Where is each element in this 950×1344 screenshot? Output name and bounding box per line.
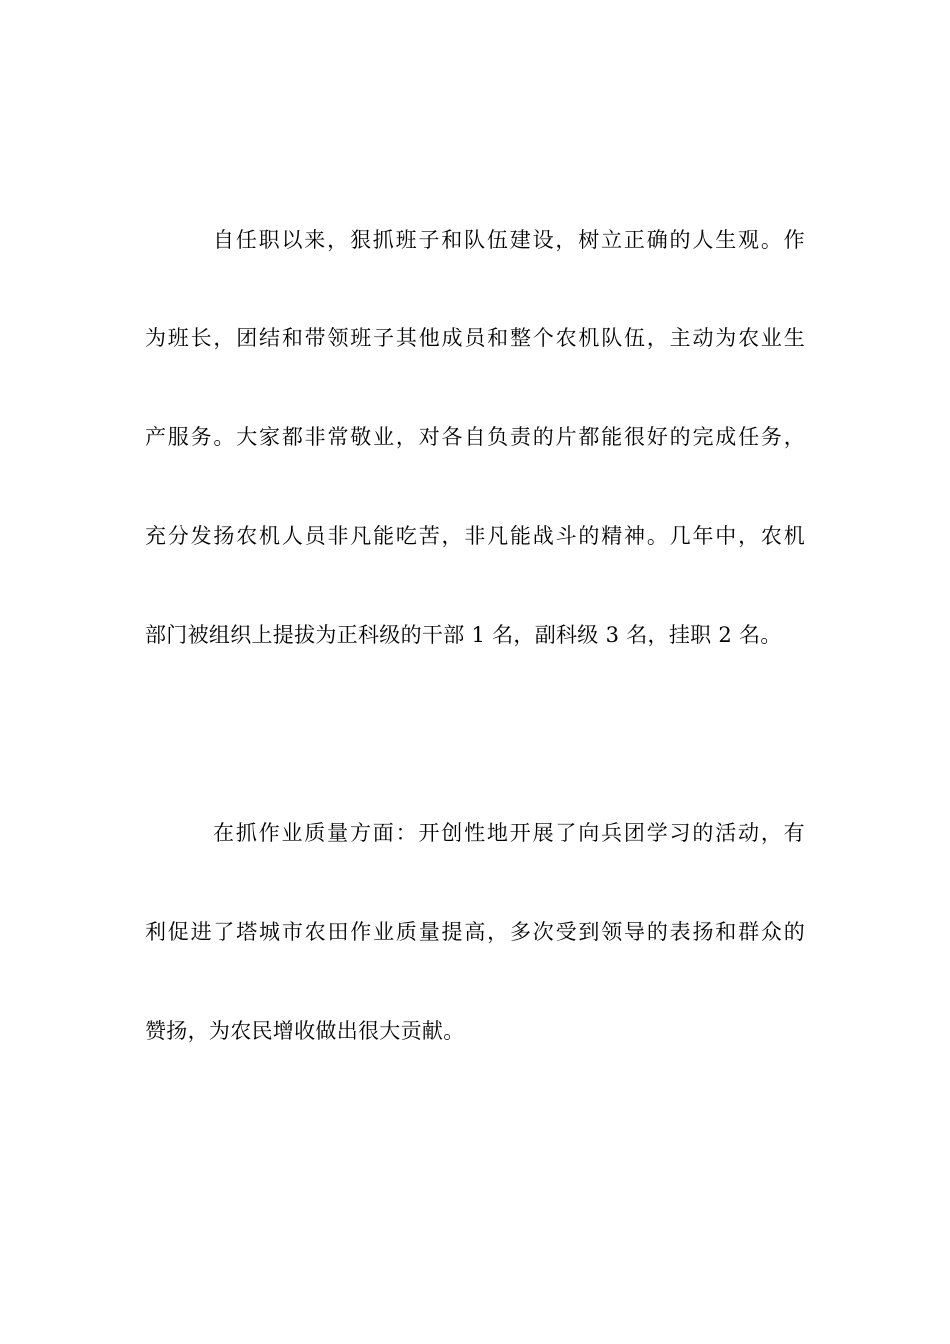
paragraph-line: 在抓作业质量方面：开创性地开展了向兵团学习的活动，有 bbox=[213, 821, 805, 845]
paragraph-line: 为班长，团结和带领班子其他成员和整个农机队伍，主动为农业生 bbox=[145, 326, 805, 350]
paragraph-line: 自任职以来，狠抓班子和队伍建设，树立正确的人生观。作 bbox=[213, 228, 805, 252]
paragraph-line: 产服务。大家都非常敬业，对各自负责的片都能很好的完成任务， bbox=[145, 425, 805, 449]
paragraph-line: 部门被组织上提拔为正科级的干部 1 名，副科级 3 名，挂职 2 名。 bbox=[145, 623, 782, 647]
paragraph-line: 赞扬，为农民增收做出很大贡献。 bbox=[145, 1019, 465, 1043]
paragraph-line: 利促进了塔城市农田作业质量提高，多次受到领导的表扬和群众的 bbox=[145, 920, 805, 944]
paragraph-line: 充分发扬农机人员非凡能吃苦，非凡能战斗的精神。几年中，农机 bbox=[145, 524, 805, 548]
